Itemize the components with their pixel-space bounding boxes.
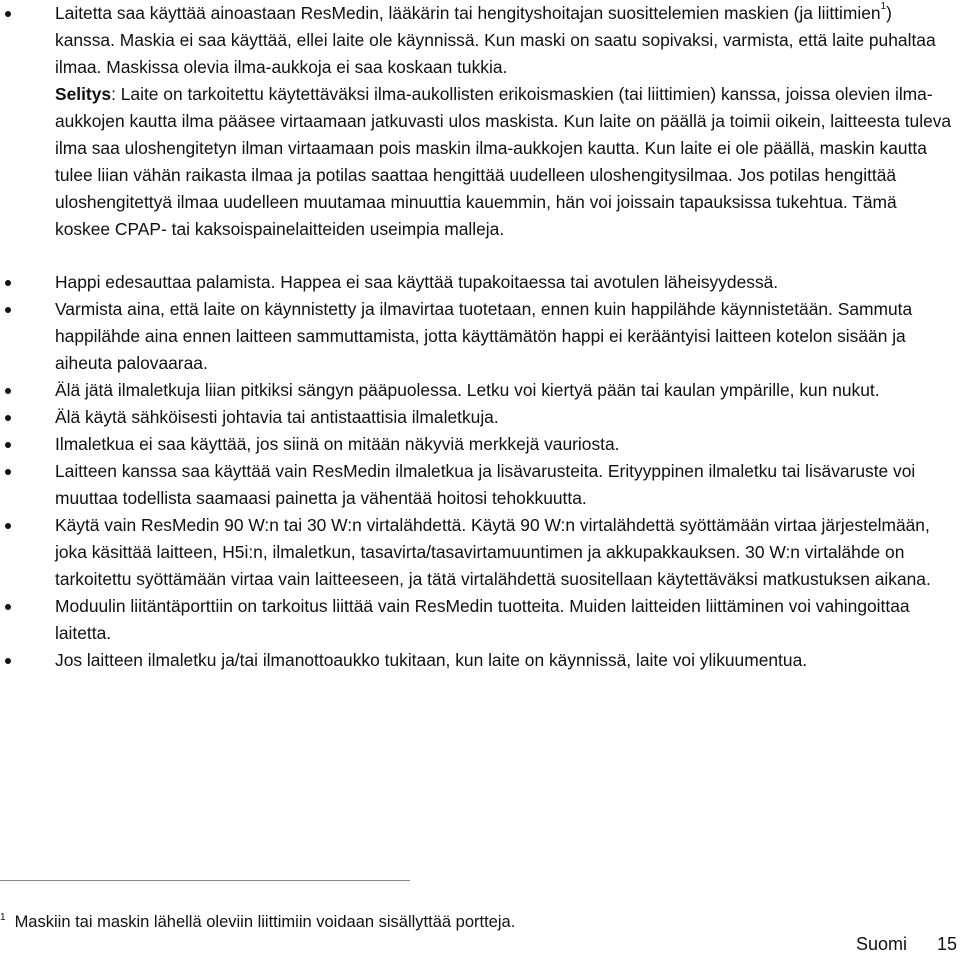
warning-text-part: ) kanssa. Maskia ei saa käyttää, ellei laite ole käynnissä. Kun maski on saatu sopivaksi, varmista, että laite puhaltaa ilmaa. Maskissa olevia ilma-aukkoja ei saa koskaan tukkia. [55, 3, 936, 77]
list-item-text: Jos laitteen ilmaletku ja/tai ilmanottoaukko tukitaan, kun laite on käynnissä, laite voi ylikuumentua. [55, 650, 808, 670]
list-item-text: Ilmaletkua ei saa käyttää, jos siinä on mitään näkyviä merkkejä vauriosta. [55, 434, 620, 454]
warning-list-top [0, 0, 960, 243]
bullet-icon [5, 604, 11, 610]
list-item [0, 377, 960, 404]
warning-list [0, 269, 960, 674]
bullet-icon [5, 280, 11, 286]
bullet-icon [5, 442, 11, 448]
footnote-divider [0, 880, 410, 881]
list-item-text: Älä jätä ilmaletkuja liian pitkiksi sängyn pääpuolessa. Letku voi kiertyä pään tai kaulan ympärille, kun nukut. [55, 380, 880, 400]
page-footer [856, 933, 957, 955]
list-item [0, 593, 960, 647]
list-item [0, 0, 960, 243]
footnote [0, 911, 515, 933]
bullet-icon [5, 415, 11, 421]
section-name: Suomi [855, 934, 907, 954]
bullet-icon [5, 658, 11, 664]
list-item-text: Happi edesauttaa palamista. Happea ei saa käyttää tupakoitaessa tai avotulen läheisyydessä. [55, 272, 779, 292]
bullet-icon [5, 523, 11, 529]
bullet-icon [5, 307, 11, 313]
bullet-icon [5, 388, 11, 394]
list-item-text: Älä käytä sähköisesti johtavia tai antistaattisia ilmaletkuja. [55, 407, 499, 427]
list-item-text: Moduulin liitäntäporttiin on tarkoitus liittää vain ResMedin tuotteita. Muiden laitteiden liittäminen voi vahingoittaa laitetta. [55, 596, 910, 643]
page-number: 15 [936, 934, 957, 954]
list-item-text: Käytä vain ResMedin 90 W:n tai 30 W:n virtalähdettä. Käytä 90 W:n virtalähdettä syöttämään virtaa järjestelmään, joka käsittää laitteen, H5i:n, ilmaletkun, tasavirta/tasavirtamuuntimen ja akkupakkauksen. 30 W:n virtalähde on tarkoitettu syöttämään virtaa vain laitteeseen, ja tätä virtalähdettä suositellaan käytettäväksi matkustuksen aikana. [55, 515, 931, 589]
list-item [0, 647, 960, 674]
list-item [0, 431, 960, 458]
bullet-icon [5, 11, 11, 17]
footnote-text: Maskiin tai maskin lähellä oleviin liittimiin voidaan sisällyttää portteja. [14, 913, 516, 931]
explanation-note [55, 81, 952, 243]
list-item [0, 269, 960, 296]
explanation-label: Selitys [55, 84, 112, 104]
list-item-text: Laitteen kanssa saa käyttää vain ResMedin ilmaletkua ja lisävarusteita. Erityyppinen ilmaletku tai lisävaruste voi muuttaa todellista saamaasi painetta ja vähentää hoitosi tehokkuutta. [55, 461, 916, 508]
warning-text-part: Laitetta saa käyttää ainoastaan ResMedin, lääkärin tai hengityshoitajan suosittelemien maskien (ja liittimien [55, 3, 881, 23]
list-item [0, 458, 960, 512]
list-item [0, 296, 960, 377]
bullet-icon [5, 469, 11, 475]
list-item [0, 404, 960, 431]
list-item [0, 512, 960, 593]
footnote-reference: 1 [880, 1, 887, 12]
list-item-text: Varmista aina, että laite on käynnistetty ja ilmavirtaa tuotetaan, ennen kuin happilähde käynnistetään. Sammuta happilähde aina ennen laitteen sammuttamista, jotta käyttämätön happi ei kerääntyisi laitteen kotelon sisään ja aiheuta palovaaraa. [55, 299, 913, 373]
warning-text [55, 0, 952, 81]
footnote-number: 1 [0, 912, 6, 923]
explanation-text: : Laite on tarkoitettu käytettäväksi ilma-aukollisten erikoismaskien (tai liittimien) kanssa, joissa olevien ilma-aukkojen kautta ilma pääsee virtaamaan jatkuvasti ulos maskista. Kun laite on päällä ja toimii oikein, laitteesta tuleva ilma saa uloshengitetyn ilman virtaamaan pois maskin ilma-aukkojen kautta. Kun laite ei ole päällä, maskin kautta tulee liian vähän raikasta ilmaa ja potilas saattaa hengittää uudelleen uloshengitysilmaa. Jos potilas hengittää uloshengitettyä ilmaa uudelleen muutamaa minuuttia kauemmin, hän voi joissain tapauksissa tukehtua. Tämä koskee CPAP- tai kaksoispainelaitteiden useimpia malleja. [55, 84, 952, 239]
